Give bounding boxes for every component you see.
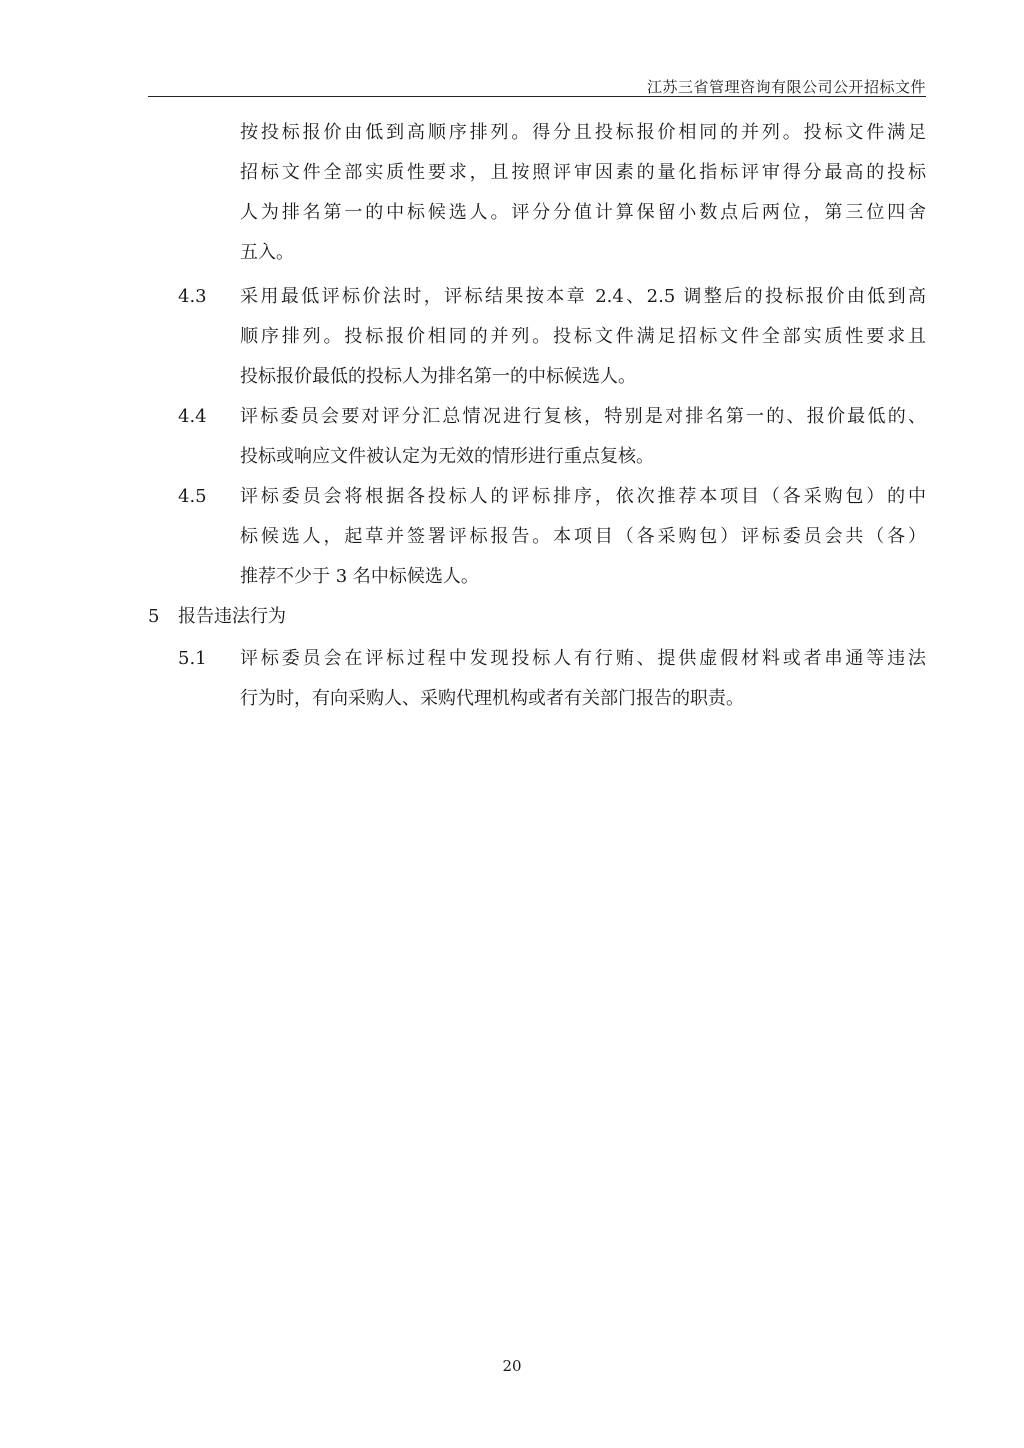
paragraph-line: 采用最低评标价法时，评标结果按本章 2.4、2.5 调整后的投标报价由低到高 [240, 286, 926, 307]
chapter-title: 报告违法行为 [178, 606, 286, 627]
paragraph-line: 评标委员会在评标过程中发现投标人有行贿、提供虚假材料或者串通等违法 [240, 648, 926, 669]
paragraph-line: 行为时，有向采购人、采购代理机构或者有关部门报告的职责。 [240, 688, 744, 709]
paragraph-line: 人为排名第一的中标候选人。评分分值计算保留小数点后两位，第三位四舍 [240, 202, 926, 223]
section-number: 4.4 [178, 406, 207, 427]
chapter-number: 5 [148, 606, 160, 627]
header-title: 江苏三省管理咨询有限公司公开招标文件 [646, 78, 926, 96]
paragraph-line: 投标或响应文件被认定为无效的情形进行重点复核。 [240, 446, 654, 467]
paragraph-line: 五入。 [240, 242, 294, 263]
section-number: 4.3 [178, 286, 207, 307]
paragraph-line: 标候选人，起草并签署评标报告。本项目（各采购包）评标委员会共（各） [240, 526, 926, 547]
page-header [148, 66, 926, 97]
paragraph-line: 评标委员会将根据各投标人的评标排序，依次推荐本项目（各采购包）的中 [240, 486, 926, 507]
section-number: 4.5 [178, 486, 207, 507]
section-number: 5.1 [178, 648, 207, 669]
paragraph-line: 推荐不少于 3 名中标候选人。 [240, 566, 479, 587]
paragraph-line: 招标文件全部实质性要求，且按照评审因素的量化指标评审得分最高的投标 [240, 162, 926, 183]
paragraph-line: 按投标报价由低到高顺序排列。得分且投标报价相同的并列。投标文件满足 [240, 122, 926, 143]
page-number: 20 [502, 1357, 522, 1375]
paragraph-line: 评标委员会要对评分汇总情况进行复核，特别是对排名第一的、报价最低的、 [240, 406, 926, 427]
paragraph-line: 顺序排列。投标报价相同的并列。投标文件满足招标文件全部实质性要求且 [240, 326, 926, 347]
paragraph-line: 投标报价最低的投标人为排名第一的中标候选人。 [240, 366, 636, 387]
